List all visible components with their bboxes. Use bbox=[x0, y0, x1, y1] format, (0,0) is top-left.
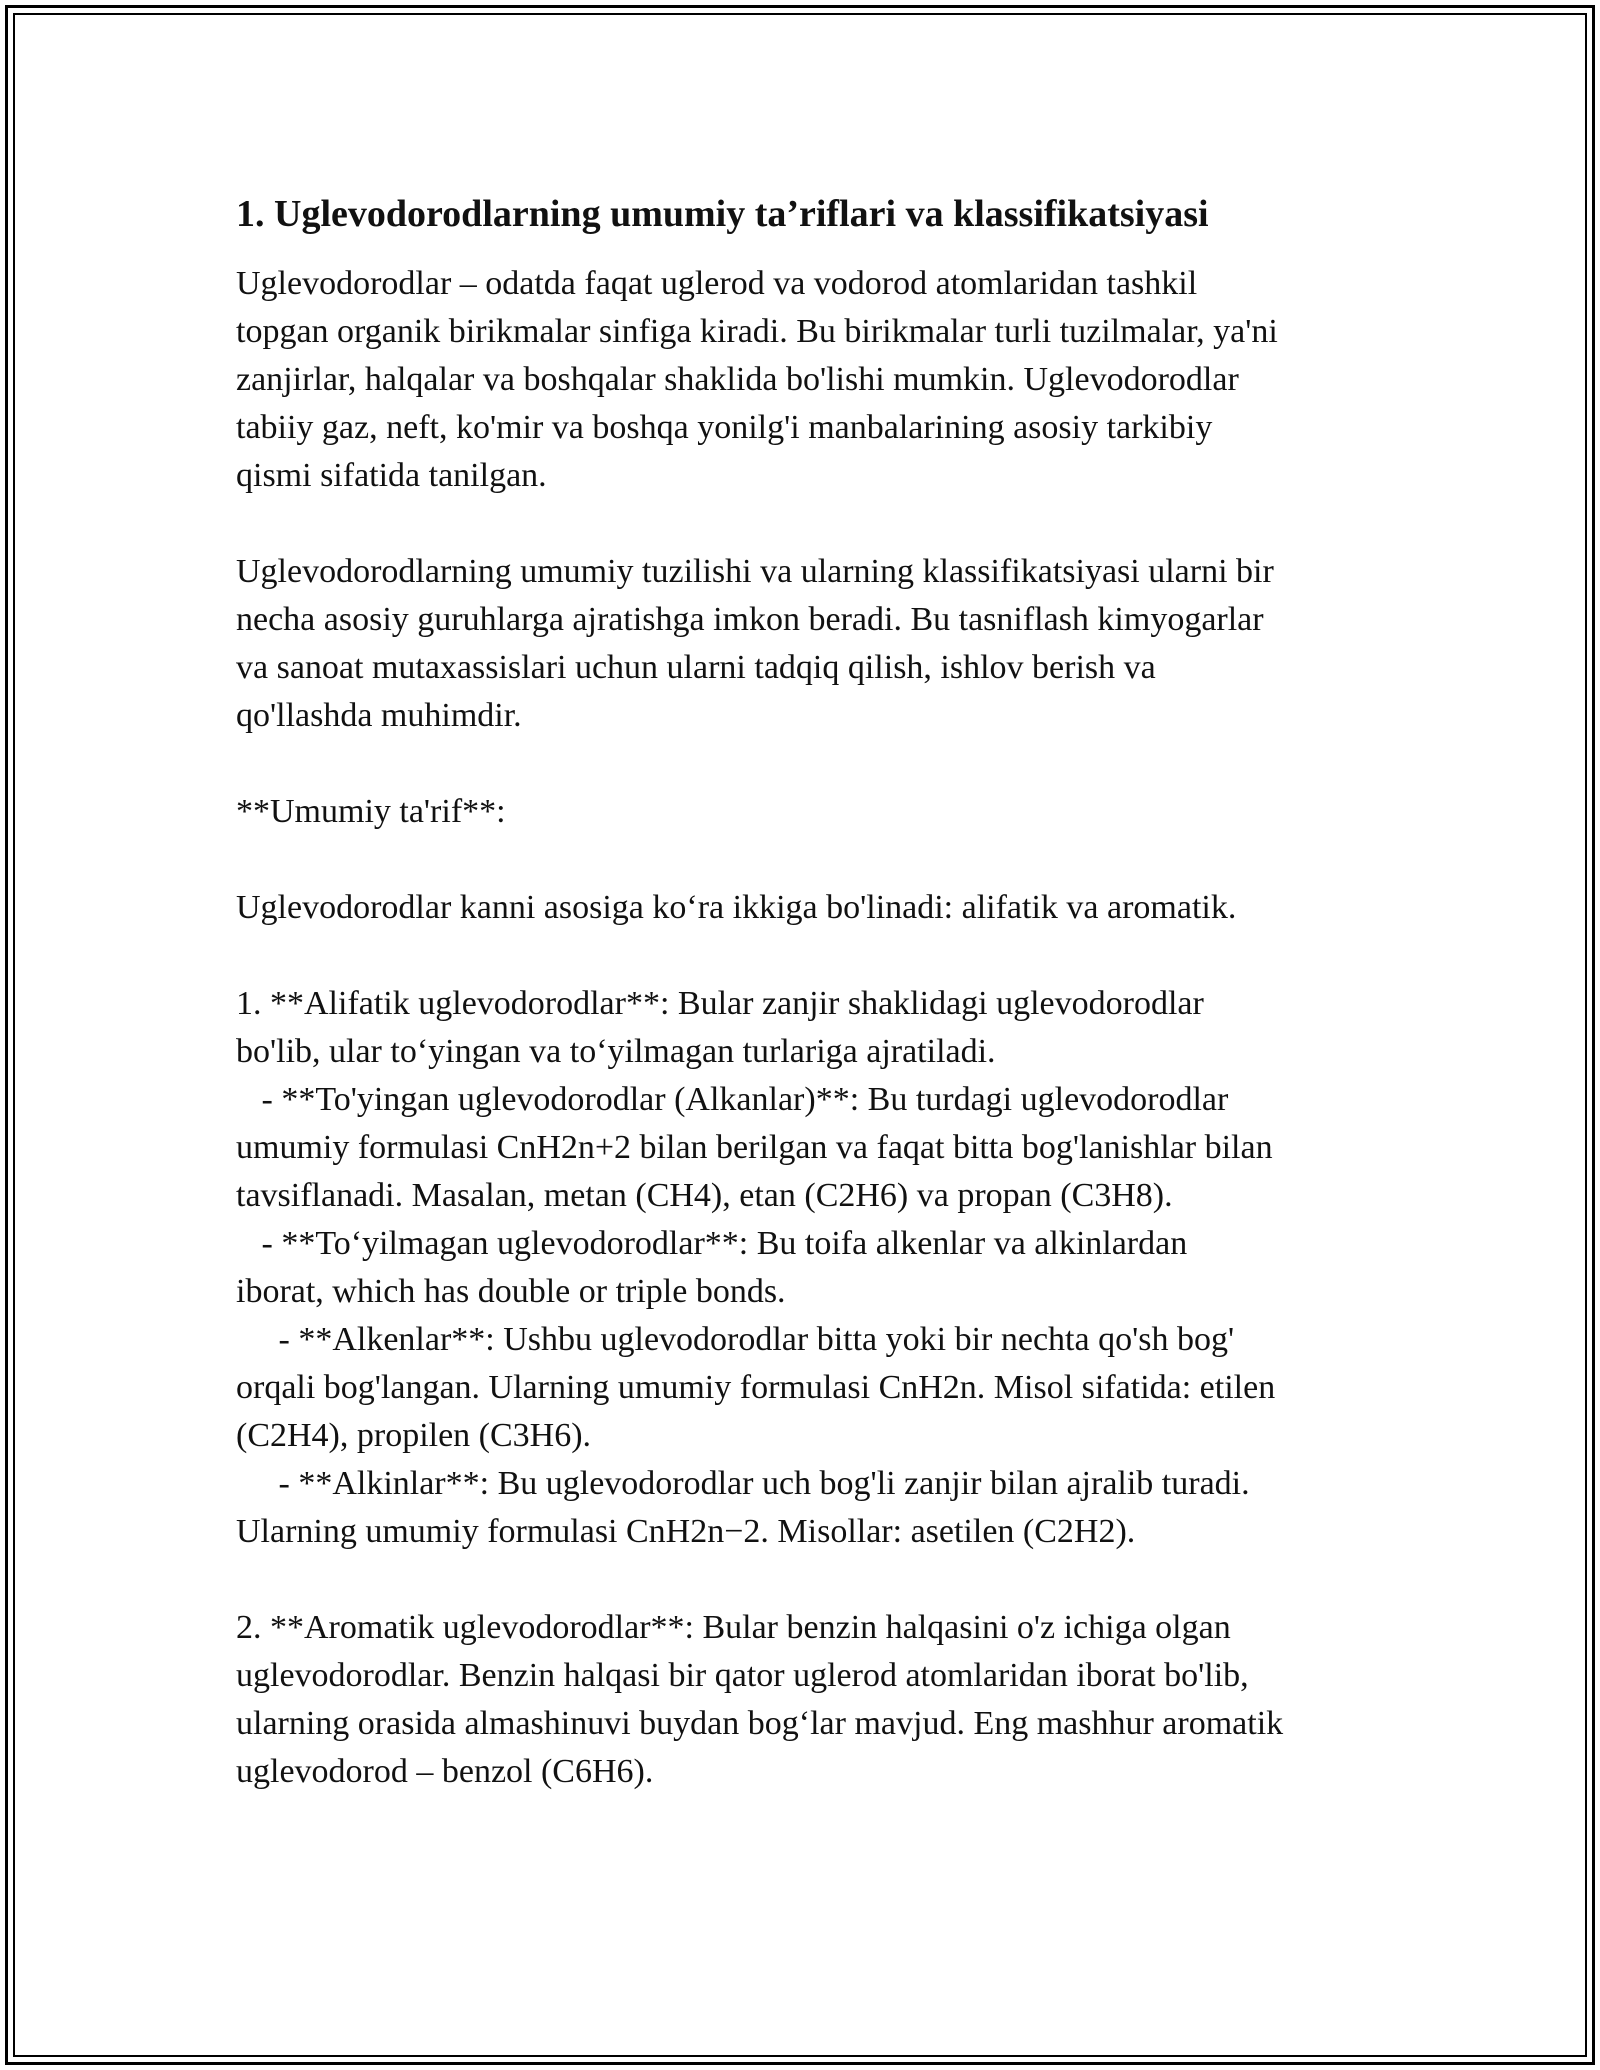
paragraph-division: Uglevodorodlar kanni asosiga ko‘ra ikkiga bo'linadi: alifatik va aromatik. bbox=[236, 889, 1237, 926]
paragraph-aromatic: 2. **Aromatik uglevodorodlar**: Bular benzin halqasini o'z ichiga olgan uglevodorodlar. Benzin halqasi bir qator uglerod atomlaridan iborat bo'lib, ularning orasida almashinuvi buydan bog‘lar mavjud. Eng mashhur aromatik uglevodorod – benzol (C6H6). bbox=[236, 1609, 1284, 1790]
paragraph-classification: Uglevodorodlarning umumiy tuzilishi va ularning klassifikatsiyasi ularni bir necha asosiy guruhlarga ajratishga imkon beradi. Bu tasniflash kimyogarlar va sanoat mutaxassislari uchun ularni tadqiq qilish, ishlov berish va qo'llashda muhimdir. bbox=[236, 553, 1274, 734]
document-body bbox=[236, 188, 1376, 1796]
section-heading: 1. Uglevodorodlarning umumiy ta’riflari va klassifikatsiyasi bbox=[236, 193, 1209, 235]
paragraph-aliphatic: 1. **Alifatik uglevodorodlar**: Bular zanjir shaklidagi uglevodorodlar bo'lib, ular to‘yingan va to‘yilmagan turlariga ajratiladi. - **To'yingan uglevodorodlar (Alkanlar)**: Bu turdagi uglevodorodlar umumiy formulasi CnH2n+2 bilan berilgan va faqat bitta bog'lanishlar bilan tavsiflanadi. Masalan, metan (CH4), etan (C2H6) va propan (C3H8). - **To‘yilmagan uglevodorodlar**: Bu toifa alkenlar va alkinlardan iborat, which has double or triple bonds. - **Alkenlar**: Ushbu uglevodorodlar bitta yoki bir nechta qo'sh bog' orqali bog'langan. Ularning umumiy formulasi CnH2n. Misol sifatida: etilen (C2H4), propilen (C3H6). - **Alkinlar**: Bu uglevodorodlar uch bog'li zanjir bilan ajralib turadi. Ularning umumiy formulasi CnH2n−2. Misollar: asetilen (C2H2). bbox=[236, 985, 1276, 1550]
paragraph-intro: Uglevodorodlar – odatda faqat uglerod va vodorod atomlaridan tashkil topgan organik birikmalar sinfiga kiradi. Bu birikmalar turli tuzilmalar, ya'ni zanjirlar, halqalar va boshqalar shaklida bo'lishi mumkin. Uglevodorodlar tabiiy gaz, neft, ko'mir va boshqa yonilg'i manbalarining asosiy tarkibiy qismi sifatida tanilgan. bbox=[236, 265, 1278, 494]
paragraph-general-definition-label: **Umumiy ta'rif**: bbox=[236, 793, 506, 830]
